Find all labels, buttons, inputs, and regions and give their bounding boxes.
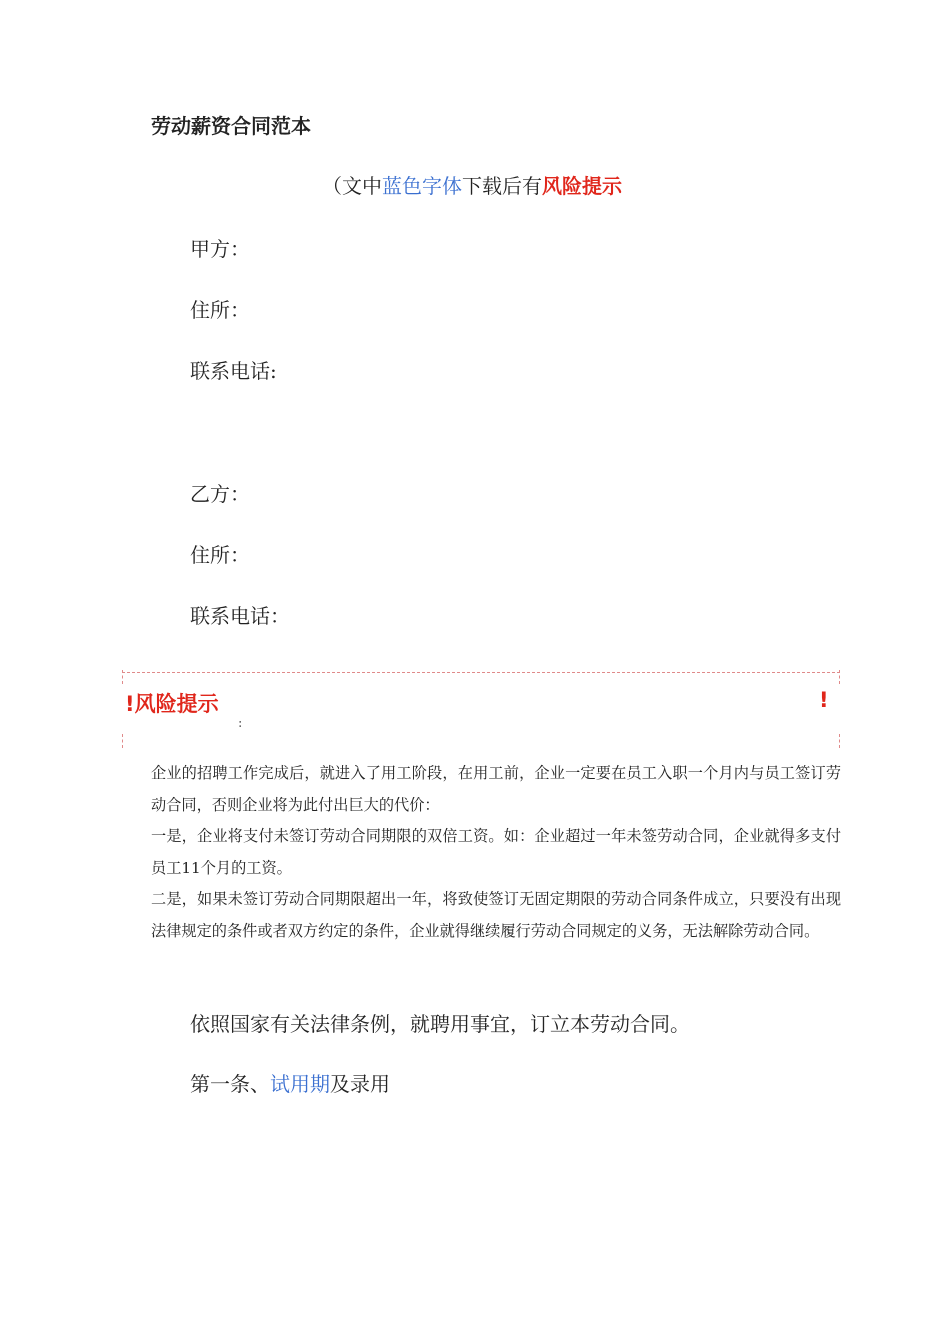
party-a-phone-label: 联系电话: (190, 359, 277, 383)
risk-notice-line (322, 170, 622, 199)
article-1-suffix: 及录用 (330, 1072, 390, 1096)
risk-paragraph-first: 一是，企业将支付未签订劳动合同期限的双倍工资。如：企业超过一年未签劳动合同，企业就得多支付员工11个月的工资。 (151, 827, 841, 877)
notice-blue-text: 蓝色字体 (382, 174, 462, 198)
risk-box-top-border (122, 672, 840, 673)
risk-box-exclamation-icon: ! (819, 688, 829, 712)
contract-basis-text: 依照国家有关法律条例，就聘用事宜，订立本劳动合同。 (190, 1012, 690, 1036)
notice-middle: 下载后有 (462, 174, 542, 198)
risk-box-corner-bottom-left (122, 734, 123, 748)
article-1-probation-link[interactable]: 试用期 (270, 1072, 330, 1096)
risk-paragraph-second: 二是，如果未签订劳动合同期限超出一年，将致使签订无固定期限的劳动合同条件成立，只要没有出现法律规定的条件或者双方约定的条件，企业就得继续履行劳动合同规定的义务，无法解除劳动合同。 (151, 890, 841, 940)
risk-box-corner-bottom-right (839, 734, 840, 748)
notice-prefix: （文中 (322, 174, 382, 198)
party-b-phone-label: 联系电话： (190, 604, 290, 628)
risk-box-colon: : (238, 716, 243, 731)
risk-box-corner-top-right (839, 670, 840, 684)
article-1-heading (190, 1068, 390, 1097)
party-a-address-label: 住所： (190, 298, 250, 322)
risk-box-body (151, 758, 841, 947)
party-b-address-label: 住所： (190, 543, 250, 567)
notice-red-text: 风险提示 (542, 174, 622, 198)
party-b-label: 乙方： (190, 482, 250, 506)
party-a-label: 甲方： (190, 237, 250, 261)
risk-box-title: !风险提示 (125, 692, 219, 716)
article-1-prefix: 第一条、 (190, 1072, 270, 1096)
risk-box-corner-top-left (122, 670, 123, 684)
document-title: 劳动薪资合同范本 (151, 114, 311, 138)
risk-paragraph-intro: 企业的招聘工作完成后，就进入了用工阶段，在用工前，企业一定要在员工入职一个月内与员工签订劳动合同，否则企业将为此付出巨大的代价： (151, 764, 841, 814)
